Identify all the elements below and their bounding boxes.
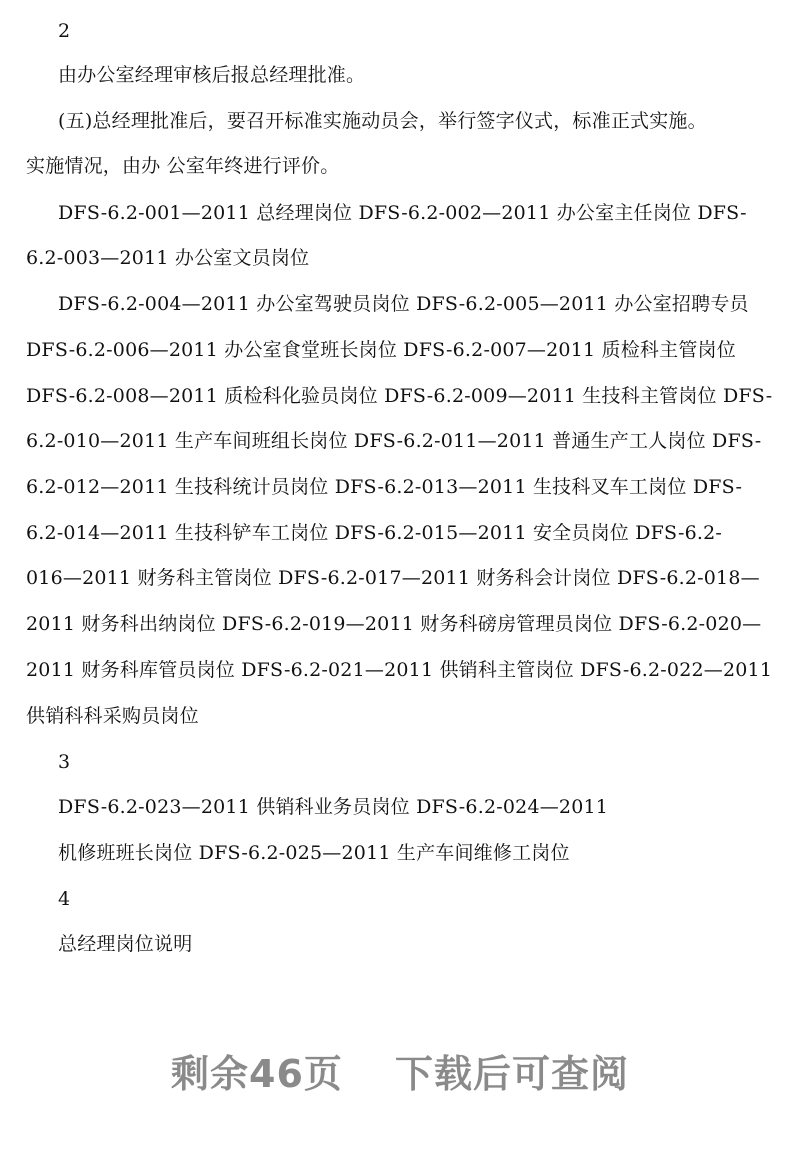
standard-list-line: DFS-6.2-001—2011 总经理岗位 DFS-6.2-002—2011 办公室主任岗位 DFS-	[58, 202, 747, 224]
standard-list-line: 6.2-012—2011 生技科统计员岗位 DFS-6.2-013—2011 生技科叉车工岗位 DFS-	[26, 476, 743, 498]
download-watermark[interactable]	[0, 1050, 800, 1098]
standard-list-line: 6.2-003—2011 办公室文员岗位	[26, 247, 310, 269]
download-to-view-label: 下载后可查阅	[394, 1052, 629, 1096]
standard-list-line: DFS-6.2-008—2011 质检科化验员岗位 DFS-6.2-009—2011 生技科主管岗位 DFS-	[26, 385, 773, 407]
page-number-3: 3	[58, 751, 71, 773]
section-heading-gm-position: 总经理岗位说明	[58, 933, 193, 955]
standard-list-line: DFS-6.2-023—2011 供销科业务员岗位 DFS-6.2-024—2011	[58, 796, 609, 818]
standard-list-line: 016—2011 财务科主管岗位 DFS-6.2-017—2011 财务科会计岗位 DFS-6.2-018—	[26, 567, 760, 589]
page-number-2: 2	[58, 20, 71, 42]
page-number-4: 4	[58, 888, 71, 910]
standard-list-line: 2011 财务科出纳岗位 DFS-6.2-019—2011 财务科磅房管理员岗位 DFS-6.2-020—	[26, 613, 762, 635]
standard-list-line: 机修班班长岗位 DFS-6.2-025—2011 生产车间维修工岗位	[58, 842, 570, 864]
paragraph-evaluation: 实施情况，由办 公室年终进行评价。	[26, 155, 340, 177]
standard-list-line: 2011 财务科库管员岗位 DFS-6.2-021—2011 供销科主管岗位 DFS-6.2-022—2011	[26, 659, 773, 681]
remaining-pages-label: 剩余46页	[171, 1052, 343, 1096]
paragraph-step-five: (五)总经理批准后，要召开标准实施动员会，举行签字仪式，标准正式实施。	[58, 110, 707, 132]
standard-list-line: 6.2-010—2011 生产车间班组长岗位 DFS-6.2-011—2011 普通生产工人岗位 DFS-	[26, 430, 762, 452]
standard-list-line: DFS-6.2-004—2011 办公室驾驶员岗位 DFS-6.2-005—2011 办公室招聘专员	[58, 293, 749, 315]
standard-list-line: 6.2-014—2011 生技科铲车工岗位 DFS-6.2-015—2011 安全员岗位 DFS-6.2-	[26, 522, 723, 544]
standard-list-line: 供销科科采购员岗位	[26, 705, 199, 727]
standard-list-line: DFS-6.2-006—2011 办公室食堂班长岗位 DFS-6.2-007—2011 质检科主管岗位	[26, 339, 736, 361]
paragraph-approval: 由办公室经理审核后报总经理批准。	[58, 64, 366, 86]
